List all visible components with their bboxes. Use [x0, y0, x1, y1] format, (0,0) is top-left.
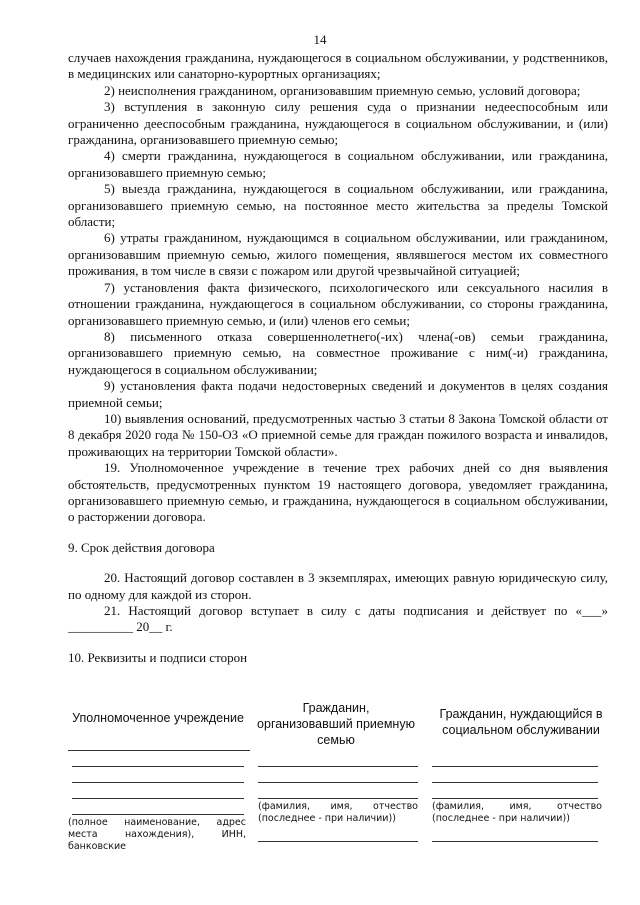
- signature-line: [258, 782, 418, 783]
- signature-line: [258, 798, 418, 799]
- paragraph: 21. Настоящий договор вступает в силу с даты подписания и действует по «___» __________ 20__ г.: [68, 603, 608, 635]
- signature-col2-note: (фамилия, имя, отчество (последнее - при наличии)): [258, 801, 418, 824]
- signature-line: [72, 766, 244, 767]
- signature-col3-title: Гражданин, нуждающийся в социальном обслуживании: [439, 707, 603, 737]
- signature-line: [432, 782, 598, 783]
- paragraph: 4) смерти гражданина, нуждающегося в социальном обслуживании, или гражданина, организовавшего приемную семью;: [68, 148, 608, 180]
- section-10-heading: 10. Реквизиты и подписи сторон: [68, 649, 248, 665]
- page-number: 14: [313, 32, 327, 47]
- paragraph: 6) утраты гражданином, нуждающимся в социальном обслуживании, или гражданином, организовавшим приемную семью, жилого помещения, являвшегося местом их совместного проживания, в том числе в связи с пожаром или другой чрезвычайной ситуацией;: [68, 230, 608, 279]
- signature-line: [258, 841, 418, 842]
- paragraph: 3) вступления в законную силу решения суда о признании недееспособным или ограниченно дееспособным гражданина, нуждающегося в социальном обслуживании, и (или) гражданина, организовавшего приемную семью;: [68, 99, 608, 148]
- signature-line: [258, 766, 418, 767]
- signature-col1-note: (полное наименование, адрес места нахождения), ИНН, банковские: [68, 817, 246, 852]
- section-9-heading: 9. Срок действия договора: [68, 539, 215, 555]
- signature-line: [72, 814, 244, 815]
- paragraph: 19. Уполномоченное учреждение в течение трех рабочих дней со дня выявления обстоятельств, предусмотренных пунктом 19 настоящего договора, уведомляет гражданина, организовавшего приемную семью, и гражданина, нуждающегося в социальном обслуживании, о расторжении договора.: [68, 460, 608, 525]
- signature-line: [432, 841, 598, 842]
- paragraph: 20. Настоящий договор составлен в 3 экземплярах, имеющих равную юридическую силу, по одному для каждой из сторон.: [68, 570, 608, 602]
- paragraph: 8) письменного отказа совершеннолетнего(-их) члена(-ов) семьи гражданина, организовавшего приемную семью, на совместное проживание с ним(-и) гражданина, нуждающегося в социальном обслуживании;: [68, 328, 608, 377]
- signature-line: [432, 766, 598, 767]
- signature-line: [68, 750, 250, 751]
- paragraph: 7) установления факта физического, психологического или сексуального насилия в отношении гражданина, нуждающегося в социальном обслуживании, со стороны гражданина, организовавшего приемную семью, и (или) членов его семьи;: [68, 279, 608, 328]
- paragraph: 5) выезда гражданина, нуждающегося в социальном обслуживании, или гражданина, организовавшего приемную семью, на постоянное место жительства за пределы Томской области;: [68, 181, 608, 230]
- document-body: [68, 50, 608, 680]
- signature-line: [72, 782, 244, 783]
- signature-col2-title: Гражданин, организовавший приемную семью: [257, 701, 415, 747]
- paragraph: случаев нахождения гражданина, нуждающегося в социальном обслуживании, у родственников, в медицинских или санаторно-курортных организациях;: [68, 50, 608, 82]
- paragraph: 2) неисполнения гражданином, организовавшим приемную семью, условий договора;: [104, 82, 581, 98]
- signature-line: [72, 798, 244, 799]
- signature-col3-note: (фамилия, имя, отчество (последнее - при наличии)): [432, 801, 602, 824]
- signature-col1-title: Уполномоченное учреждение: [72, 711, 244, 725]
- signature-line: [432, 798, 598, 799]
- paragraph: 9) установления факта подачи недостоверных сведений и документов в целях создания приемной семьи;: [68, 378, 608, 410]
- paragraph: 10) выявления оснований, предусмотренных частью 3 статьи 8 Закона Томской области от 8 декабря 2020 года № 150-ОЗ «О приемной семье для граждан пожилого возраста и инвалидов, проживающих на территории Томской области».: [68, 410, 608, 459]
